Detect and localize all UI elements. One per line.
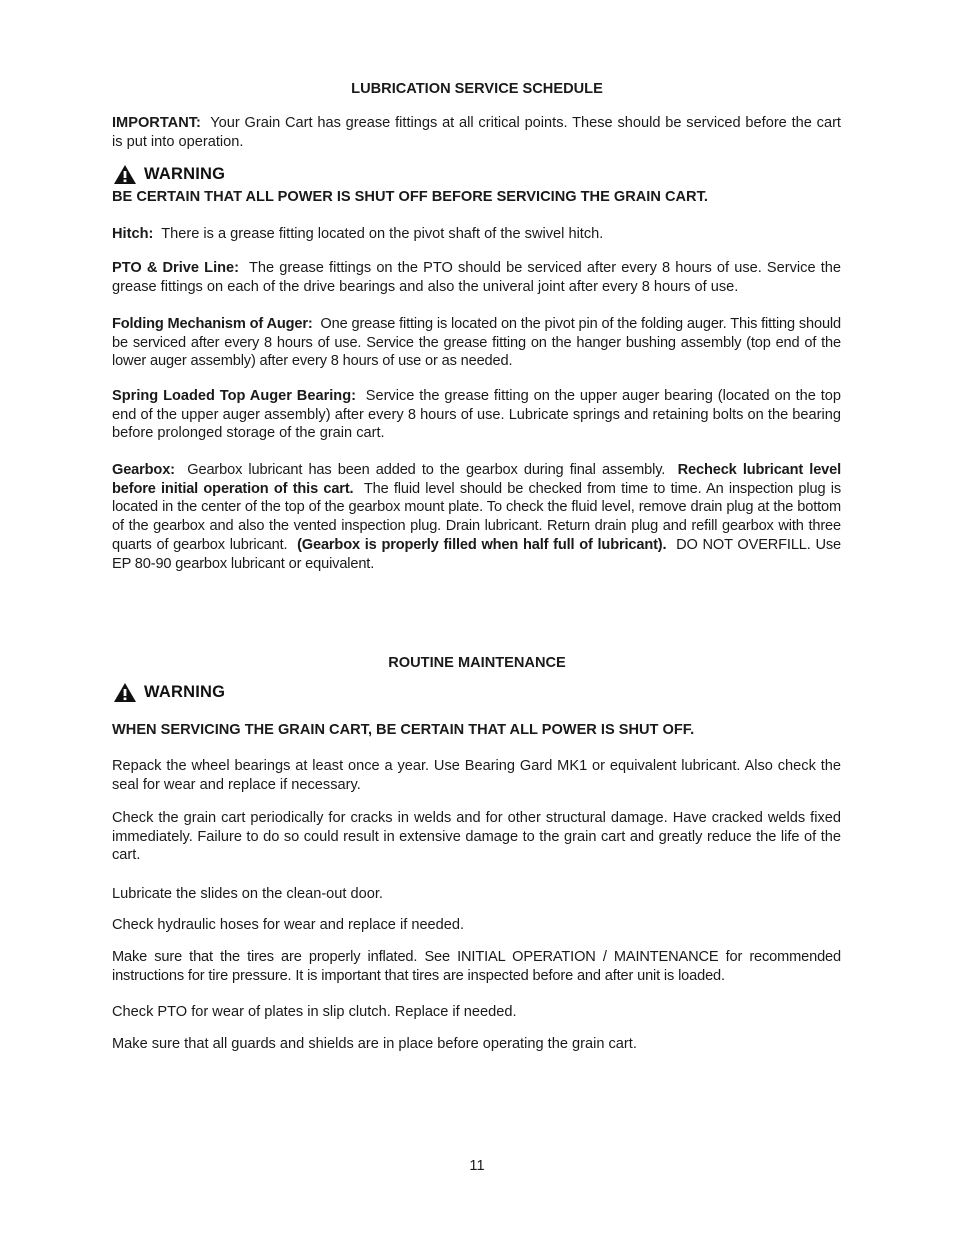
hitch-paragraph	[112, 225, 841, 244]
important-paragraph	[112, 114, 841, 151]
hitch-label: Hitch:	[112, 226, 154, 242]
schedule-title: LUBRICATION SERVICE SCHEDULE	[351, 81, 603, 97]
warning-banner-2	[113, 681, 225, 703]
maintenance-item: Lubricate the slides on the clean-out door.	[112, 886, 383, 902]
spring-paragraph	[112, 387, 841, 443]
maintenance-item: Make sure that all guards and shields are in place before operating the grain cart.	[112, 1036, 637, 1052]
page-number: 11	[469, 1158, 485, 1174]
pto-label: PTO & Drive Line:	[112, 260, 240, 276]
folding-label: Folding Mechanism of Auger:	[112, 316, 313, 332]
folding-text: One grease fitting is located on the pivot pin of the folding auger. This fitting should be serviced after every 8 hours of use. Service the grease fitting on the hanger bushing assembly (top end of the lower auger assembly) after every 8 hours of use or as needed.	[112, 316, 841, 370]
warning-text-1: BE CERTAIN THAT ALL POWER IS SHUT OFF BEFORE SERVICING THE GRAIN CART.	[112, 189, 708, 205]
gearbox-text-1: Gearbox lubricant has been added to the gearbox during final assembly.	[187, 462, 666, 478]
spring-label: Spring Loaded Top Auger Bearing:	[112, 388, 356, 404]
maintenance-item: Make sure that the tires are properly inflated. See INITIAL OPERATION / MAINTENANCE for recommended instructions for tire pressure. It is important that tires are inspected before and after unit is loaded.	[112, 949, 841, 984]
warning-triangle-icon	[113, 164, 137, 185]
warning-label-1: WARNING	[144, 164, 226, 183]
warning-triangle-icon	[113, 682, 137, 703]
maintenance-item: Check PTO for wear of plates in slip clutch. Replace if needed.	[112, 1004, 517, 1020]
maintenance-item: Check hydraulic hoses for wear and replace if needed.	[112, 917, 465, 933]
maintenance-item: Repack the wheel bearings at least once a year. Use Bearing Gard MK1 or equivalent lubricant. Also check the seal for wear and replace if necessary.	[112, 758, 841, 793]
gearbox-bold-1: Recheck lubricant level before initial operation of this cart.	[112, 462, 842, 497]
gearbox-text-3: DO NOT OVERFILL. Use EP 80-90 gearbox lubricant or equivalent.	[112, 536, 841, 572]
spring-text: Service the grease fitting on the upper auger bearing (located on the top end of the upper auger assembly) after every 8 hours of use. Lubricate springs and retaining bolts on the bearing before prolonged storage of the grain cart.	[112, 388, 842, 442]
pto-paragraph	[112, 259, 841, 296]
pto-text: The grease fittings on the PTO should be serviced after every 8 hours of use. Service the grease fittings on each of the drive bearings and also the univeral joint after every 8 hours of use.	[112, 260, 841, 295]
warning-label-2: WARNING	[144, 682, 226, 701]
gearbox-label: Gearbox:	[112, 462, 175, 478]
hitch-text: There is a grease fitting located on the pivot shaft of the swivel hitch.	[161, 226, 604, 242]
warning-text-2: WHEN SERVICING THE GRAIN CART, BE CERTAIN THAT ALL POWER IS SHUT OFF.	[112, 722, 695, 738]
gearbox-bold-2: (Gearbox is properly filled when half full of lubricant).	[297, 536, 667, 553]
important-label: IMPORTANT:	[112, 115, 201, 131]
maintenance-title: ROUTINE MAINTENANCE	[388, 655, 566, 671]
warning-banner-1	[113, 163, 225, 185]
maintenance-item: Check the grain cart periodically for cracks in welds and for other structural damage. Have cracked welds fixed immediately. Failure to do so could result in extensive damage to the grain cart and greatly reduce the life of the cart.	[112, 810, 841, 864]
gearbox-paragraph	[112, 461, 841, 573]
folding-paragraph	[112, 315, 841, 371]
gearbox-text-2: The fluid level should be checked from time to time. An inspection plug is located in the center of the top of the gearbox mount plate. To check the fluid level, remove drain plug at the bottom of the gearbox and also the vented inspection plug. Drain lubricant. Return drain plug and refill gearbox with three quarts of gearbox lubricant.	[112, 480, 841, 553]
important-text: Your Grain Cart has grease fittings at all critical points. These should be serviced before the cart is put into operation.	[112, 115, 841, 150]
